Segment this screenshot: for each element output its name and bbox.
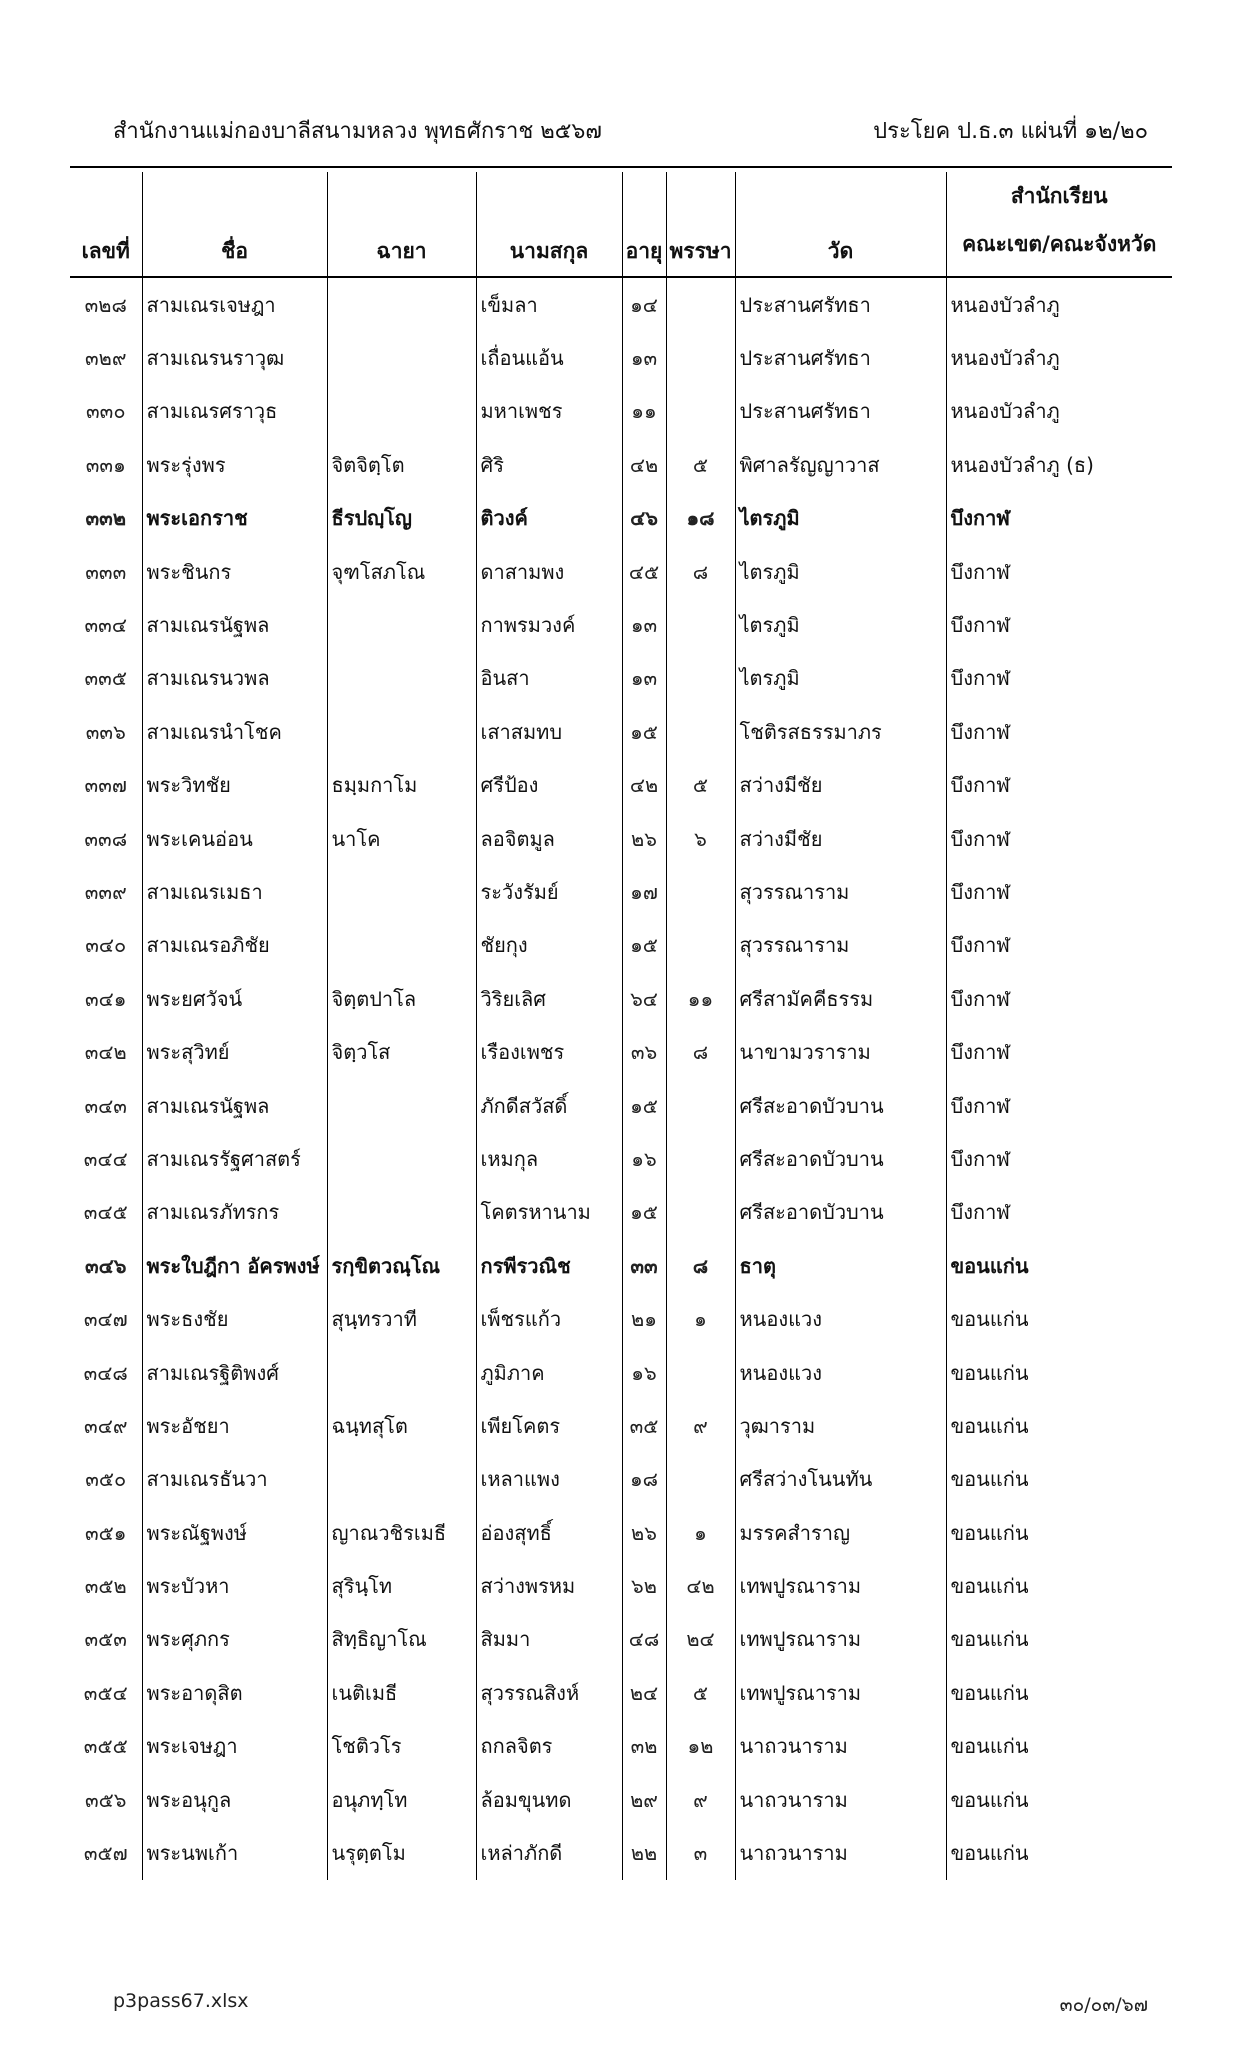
cell-vassa <box>666 919 735 972</box>
cell-no: ๓๓๘ <box>84 826 128 851</box>
cell-age: ๓๖ <box>622 1025 666 1078</box>
cell-wat: ศรีสะอาดบัวบาน <box>735 1132 946 1185</box>
cell-school: บึงกาฬ <box>946 1025 1172 1078</box>
cell-chaya: รกฺขิตวณฺโณ <box>327 1239 476 1292</box>
table-row <box>70 1186 1172 1239</box>
table-row <box>70 385 1172 438</box>
cell-age: ๒๙ <box>622 1773 666 1826</box>
cell-age: ๑๕ <box>622 919 666 972</box>
cell-wat: สุวรรณาราม <box>735 919 946 972</box>
cell-name: สามเณรนัฐพล <box>142 598 327 651</box>
table-row <box>70 331 1172 384</box>
cell-no: ๓๓๑ <box>85 452 126 477</box>
cell-surname: สว่างพรหม <box>476 1559 622 1612</box>
cell-vassa <box>666 277 735 331</box>
cell-wat: ไตรภูมิ <box>735 652 946 705</box>
cell-no: ๓๓๓ <box>85 559 127 584</box>
cell-school: บึงกาฬ <box>946 652 1172 705</box>
cell-no: ๓๓๖ <box>85 719 126 744</box>
cell-name: สามเณรฐิติพงศ์ <box>142 1346 327 1399</box>
cell-vassa: ๖ <box>666 812 735 865</box>
cell-vassa: ๓ <box>666 1826 735 1879</box>
cell-vassa <box>666 1346 735 1399</box>
col-header-school <box>946 172 1172 277</box>
cell-vassa: ๔๒ <box>666 1559 735 1612</box>
cell-school: บึงกาฬ <box>946 865 1172 918</box>
cell-wat: ไตรภูมิ <box>735 492 946 545</box>
cell-age: ๑๓ <box>622 331 666 384</box>
col-header-no: เลขที่ <box>70 172 142 277</box>
table-row <box>70 865 1172 918</box>
cell-vassa <box>666 1079 735 1132</box>
cell-school: ขอนแก่น <box>946 1239 1172 1292</box>
cell-school: บึงกาฬ <box>946 545 1172 598</box>
cell-chaya: จิตฺตปาโล <box>327 972 476 1025</box>
cell-name: พระธงชัย <box>142 1292 327 1345</box>
table-row <box>70 652 1172 705</box>
cell-school: หนองบัวลำภู <box>946 277 1172 331</box>
cell-surname: โคตรหานาม <box>476 1186 622 1239</box>
cell-surname: เหลาแพง <box>476 1453 622 1506</box>
cell-no: ๓๓๙ <box>84 879 127 904</box>
table-row <box>70 598 1172 651</box>
table-row <box>70 1025 1172 1078</box>
cell-no: ๓๔๘ <box>83 1360 128 1385</box>
cell-name: สามเณรนัฐพล <box>142 1079 327 1132</box>
cell-chaya: นรุตฺตโม <box>327 1826 476 1879</box>
cell-wat: หนองแวง <box>735 1292 946 1345</box>
cell-chaya <box>327 598 476 651</box>
cell-name: พระเคนอ่อน <box>142 812 327 865</box>
cell-chaya <box>327 919 476 972</box>
table-body <box>70 277 1172 1880</box>
cell-no: ๓๔๗ <box>83 1307 128 1332</box>
cell-age: ๑๖ <box>622 1132 666 1185</box>
cell-no: ๓๓๐ <box>85 399 126 424</box>
cell-wat: นาถวนาราม <box>735 1720 946 1773</box>
cell-school: บึงกาฬ <box>946 1186 1172 1239</box>
cell-school: ขอนแก่น <box>946 1666 1172 1719</box>
cell-chaya <box>327 1186 476 1239</box>
cell-age: ๑๑ <box>622 385 666 438</box>
cell-wat: เทพปูรณาราม <box>735 1613 946 1666</box>
cell-wat: หนองแวง <box>735 1346 946 1399</box>
cell-school: บึงกาฬ <box>946 1132 1172 1185</box>
cell-name: สามเณรนำโชค <box>142 705 327 758</box>
cell-name: พระรุ่งพร <box>142 438 327 491</box>
cell-surname: ศรีป้อง <box>476 759 622 812</box>
cell-age: ๑๓ <box>622 598 666 651</box>
cell-wat: ไตรภูมิ <box>735 598 946 651</box>
cell-surname: กาพรมวงค์ <box>476 598 622 651</box>
cell-age: ๑๕ <box>622 1079 666 1132</box>
cell-chaya <box>327 385 476 438</box>
cell-chaya: ญาณวชิรเมธี <box>327 1506 476 1559</box>
table-row <box>70 919 1172 972</box>
cell-no: ๓๓๒ <box>85 506 127 531</box>
cell-name: พระสุวิทย์ <box>142 1025 327 1078</box>
cell-surname: ชัยกุง <box>476 919 622 972</box>
cell-surname: วิริยเลิศ <box>476 972 622 1025</box>
cell-vassa: ๕ <box>666 1666 735 1719</box>
results-table <box>70 172 1172 1880</box>
page-header-office: สำนักงานแม่กองบาลีสนามหลวง พุทธศักราช ๒๕๖๗ <box>113 119 602 144</box>
cell-chaya: จุฑโสภโณ <box>327 545 476 598</box>
cell-vassa <box>666 652 735 705</box>
col-header-chaya: ฉายา <box>327 172 476 277</box>
cell-chaya: จิตฺวโส <box>327 1025 476 1078</box>
table-row <box>70 1453 1172 1506</box>
cell-age: ๑๔ <box>622 277 666 331</box>
cell-no: ๓๕๑ <box>84 1520 127 1545</box>
cell-wat: เทพปูรณาราม <box>735 1666 946 1719</box>
table-row <box>70 1613 1172 1666</box>
cell-school: บึงกาฬ <box>946 598 1172 651</box>
cell-school: ขอนแก่น <box>946 1773 1172 1826</box>
cell-age: ๔๒ <box>622 759 666 812</box>
cell-no: ๓๕๐ <box>85 1467 127 1492</box>
table-row <box>70 972 1172 1025</box>
cell-vassa: ๕ <box>666 438 735 491</box>
cell-vassa: ๒๔ <box>666 1613 735 1666</box>
cell-name: พระชินกร <box>142 545 327 598</box>
cell-wat: ประสานศรัทธา <box>735 331 946 384</box>
cell-wat: นาขามวราราม <box>735 1025 946 1078</box>
table-row <box>70 545 1172 598</box>
cell-chaya: ฉนฺทสุโต <box>327 1399 476 1452</box>
cell-age: ๓๓ <box>622 1239 666 1292</box>
cell-chaya: สุนฺทรวาที <box>327 1292 476 1345</box>
cell-age: ๒๖ <box>622 1506 666 1559</box>
cell-surname: มหาเพชร <box>476 385 622 438</box>
cell-no: ๓๔๒ <box>84 1040 127 1065</box>
cell-wat: ศรีสามัคคีธรรม <box>735 972 946 1025</box>
cell-age: ๒๒ <box>622 1826 666 1879</box>
cell-vassa: ๑ <box>666 1292 735 1345</box>
cell-age: ๖๒ <box>622 1559 666 1612</box>
cell-vassa <box>666 385 735 438</box>
cell-vassa <box>666 331 735 384</box>
cell-school: ขอนแก่น <box>946 1559 1172 1612</box>
table-row <box>70 1346 1172 1399</box>
cell-age: ๑๗ <box>622 865 666 918</box>
cell-wat: สุวรรณาราม <box>735 865 946 918</box>
col-header-vassa: พรรษา <box>666 172 735 277</box>
cell-age: ๓๒ <box>622 1720 666 1773</box>
cell-name: สามเณรรัฐศาสตร์ <box>142 1132 327 1185</box>
cell-surname: ดาสามพง <box>476 545 622 598</box>
cell-no: ๓๔๔ <box>83 1146 128 1171</box>
cell-school: ขอนแก่น <box>946 1453 1172 1506</box>
cell-age: ๑๓ <box>622 652 666 705</box>
cell-wat: นาถวนาราม <box>735 1826 946 1879</box>
table-row <box>70 812 1172 865</box>
cell-name: พระศุภกร <box>142 1613 327 1666</box>
cell-surname: สุวรรณสิงห์ <box>476 1666 622 1719</box>
cell-vassa <box>666 1132 735 1185</box>
cell-surname: อ่องสุทธิ์ <box>476 1506 622 1559</box>
cell-chaya <box>327 331 476 384</box>
cell-chaya <box>327 1453 476 1506</box>
cell-no: ๓๕๒ <box>84 1574 127 1599</box>
cell-age: ๑๘ <box>622 1453 666 1506</box>
table-row <box>70 1826 1172 1879</box>
cell-surname: สิมมา <box>476 1613 622 1666</box>
col-header-wat: วัด <box>735 172 946 277</box>
cell-no: ๓๕๕ <box>83 1734 128 1759</box>
cell-surname: เสาสมทบ <box>476 705 622 758</box>
cell-vassa <box>666 598 735 651</box>
cell-chaya: นาโค <box>327 812 476 865</box>
cell-name: สามเณรอภิชัย <box>142 919 327 972</box>
table-row <box>70 1506 1172 1559</box>
table-row <box>70 1132 1172 1185</box>
cell-school: หนองบัวลำภู <box>946 331 1172 384</box>
cell-school: บึงกาฬ <box>946 919 1172 972</box>
cell-school: ขอนแก่น <box>946 1613 1172 1666</box>
cell-school: บึงกาฬ <box>946 812 1172 865</box>
table-row <box>70 1239 1172 1292</box>
cell-chaya <box>327 1132 476 1185</box>
cell-no: ๓๔๕ <box>83 1200 128 1225</box>
table-row <box>70 1292 1172 1345</box>
cell-vassa <box>666 705 735 758</box>
cell-name: พระนพเก้า <box>142 1826 327 1879</box>
cell-name: สามเณรเจษฎา <box>142 277 327 331</box>
cell-name: พระอัชยา <box>142 1399 327 1452</box>
footer-date: ๓๐/๐๓/๖๗ <box>1059 1994 1148 2016</box>
cell-age: ๒๑ <box>622 1292 666 1345</box>
cell-chaya: อนุภทฺโท <box>327 1773 476 1826</box>
table-header-row <box>70 172 1172 277</box>
cell-surname: ถกลจิตร <box>476 1720 622 1773</box>
cell-surname: เข็มลา <box>476 277 622 331</box>
cell-chaya: เนติเมธี <box>327 1666 476 1719</box>
top-double-rule <box>70 166 1172 168</box>
cell-school: บึงกาฬ <box>946 492 1172 545</box>
cell-name: สามเณรศราวุธ <box>142 385 327 438</box>
cell-no: ๓๔๙ <box>84 1413 128 1438</box>
cell-name: สามเณรธันวา <box>142 1453 327 1506</box>
cell-chaya: โชติวโร <box>327 1720 476 1773</box>
cell-age: ๑๕ <box>622 1186 666 1239</box>
cell-school: ขอนแก่น <box>946 1506 1172 1559</box>
cell-surname: ลอจิตมูล <box>476 812 622 865</box>
cell-school: บึงกาฬ <box>946 759 1172 812</box>
cell-chaya <box>327 865 476 918</box>
cell-vassa: ๙ <box>666 1399 735 1452</box>
table-row <box>70 759 1172 812</box>
cell-wat: ธาตุ <box>735 1239 946 1292</box>
cell-wat: วุฒาราม <box>735 1399 946 1452</box>
cell-no: ๓๒๘ <box>84 292 127 317</box>
cell-school: ขอนแก่น <box>946 1399 1172 1452</box>
cell-no: ๓๔๖ <box>84 1253 127 1278</box>
cell-vassa: ๑ <box>666 1506 735 1559</box>
cell-name: สามเณรภัทรกร <box>142 1186 327 1239</box>
cell-surname: กรพีรวณิช <box>476 1239 622 1292</box>
cell-surname: อินสา <box>476 652 622 705</box>
cell-no: ๓๕๗ <box>83 1841 128 1866</box>
cell-school: ขอนแก่น <box>946 1720 1172 1773</box>
cell-name: พระเจษฎา <box>142 1720 327 1773</box>
cell-surname: ล้อมขุนทด <box>476 1773 622 1826</box>
cell-name: พระเอกราช <box>142 492 327 545</box>
table-row <box>70 1720 1172 1773</box>
col-header-school-top: สำนักเรียน <box>1010 184 1108 208</box>
cell-vassa <box>666 1186 735 1239</box>
cell-chaya: ธีรปญฺโญ <box>327 492 476 545</box>
cell-age: ๔๘ <box>622 1613 666 1666</box>
cell-vassa: ๘ <box>666 545 735 598</box>
cell-wat: มรรคสำราญ <box>735 1506 946 1559</box>
col-header-name: ชื่อ <box>142 172 327 277</box>
cell-name: พระอนุกูล <box>142 1773 327 1826</box>
cell-chaya <box>327 705 476 758</box>
table-row <box>70 705 1172 758</box>
cell-wat: สว่างมีชัย <box>735 759 946 812</box>
cell-vassa <box>666 1453 735 1506</box>
cell-school: บึงกาฬ <box>946 1079 1172 1132</box>
table-row <box>70 1773 1172 1826</box>
cell-no: ๓๓๔ <box>84 613 127 638</box>
cell-age: ๔๒ <box>622 438 666 491</box>
cell-vassa: ๙ <box>666 1773 735 1826</box>
cell-name: สามเณรนราวุฒ <box>142 331 327 384</box>
cell-chaya <box>327 277 476 331</box>
cell-name: พระอาดุสิต <box>142 1666 327 1719</box>
cell-surname: ติวงค์ <box>476 492 622 545</box>
cell-surname: เถื่อนแอ้น <box>476 331 622 384</box>
cell-wat: ศรีสะอาดบัวบาน <box>735 1186 946 1239</box>
cell-surname: เรืองเพชร <box>476 1025 622 1078</box>
table-row <box>70 1079 1172 1132</box>
footer-filename: p3pass67.xlsx <box>113 1990 249 2012</box>
cell-chaya: ธมฺมกาโม <box>327 759 476 812</box>
cell-wat: โชติรสธรรมาภร <box>735 705 946 758</box>
cell-school: หนองบัวลำภู (ธ) <box>946 438 1172 491</box>
cell-chaya <box>327 1346 476 1399</box>
cell-no: ๓๕๖ <box>84 1787 127 1812</box>
cell-surname: ภักดีสวัสดิ์ <box>476 1079 622 1132</box>
table-row <box>70 492 1172 545</box>
cell-surname: เหมกุล <box>476 1132 622 1185</box>
cell-surname: เพ็ชรแก้ว <box>476 1292 622 1345</box>
cell-chaya: จิตจิตฺโต <box>327 438 476 491</box>
cell-vassa: ๑๘ <box>666 492 735 545</box>
cell-surname: ศิริ <box>476 438 622 491</box>
cell-no: ๓๓๗ <box>84 773 127 798</box>
cell-no: ๓๕๓ <box>84 1627 127 1652</box>
cell-name: พระณัฐพงษ์ <box>142 1506 327 1559</box>
cell-name: พระบัวหา <box>142 1559 327 1612</box>
cell-age: ๔๕ <box>622 545 666 598</box>
cell-no: ๓๔๑ <box>84 986 127 1011</box>
page-header-sheet: ประโยค ป.ธ.๓ แผ่นที่ ๑๒/๒๐ <box>873 119 1148 144</box>
cell-age: ๓๕ <box>622 1399 666 1452</box>
cell-vassa: ๘ <box>666 1025 735 1078</box>
cell-school: บึงกาฬ <box>946 705 1172 758</box>
cell-vassa: ๑๑ <box>666 972 735 1025</box>
cell-age: ๑๖ <box>622 1346 666 1399</box>
table-row <box>70 1559 1172 1612</box>
cell-no: ๓๒๙ <box>84 346 127 371</box>
cell-no: ๓๔๓ <box>84 1093 127 1118</box>
cell-surname: ระวังรัมย์ <box>476 865 622 918</box>
cell-vassa: ๘ <box>666 1239 735 1292</box>
cell-no: ๓๓๕ <box>84 666 127 691</box>
cell-school: หนองบัวลำภู <box>946 385 1172 438</box>
cell-chaya: สิทฺธิญาโณ <box>327 1613 476 1666</box>
cell-surname: เหล่าภักดี <box>476 1826 622 1879</box>
cell-name: พระใบฎีกา อัครพงษ์ <box>142 1239 327 1292</box>
col-header-school-bottom: คณะเขต/คณะจังหวัด <box>962 232 1157 256</box>
cell-wat: ประสานศรัทธา <box>735 277 946 331</box>
cell-school: ขอนแก่น <box>946 1826 1172 1879</box>
cell-age: ๔๖ <box>622 492 666 545</box>
cell-wat: ศรีสว่างโนนทัน <box>735 1453 946 1506</box>
cell-no: ๓๕๔ <box>83 1680 128 1705</box>
cell-wat: ไตรภูมิ <box>735 545 946 598</box>
cell-name: พระยศวัจน์ <box>142 972 327 1025</box>
table-row <box>70 1399 1172 1452</box>
table-row <box>70 1666 1172 1719</box>
cell-age: ๑๕ <box>622 705 666 758</box>
cell-chaya: สุรินฺโท <box>327 1559 476 1612</box>
table-row <box>70 277 1172 331</box>
cell-school: ขอนแก่น <box>946 1346 1172 1399</box>
cell-wat: ประสานศรัทธา <box>735 385 946 438</box>
cell-surname: เพียโคตร <box>476 1399 622 1452</box>
cell-age: ๒๖ <box>622 812 666 865</box>
cell-vassa: ๑๒ <box>666 1720 735 1773</box>
cell-wat: สว่างมีชัย <box>735 812 946 865</box>
col-header-age: อายุ <box>622 172 666 277</box>
cell-vassa: ๕ <box>666 759 735 812</box>
cell-no: ๓๔๐ <box>85 933 127 958</box>
cell-age: ๖๔ <box>622 972 666 1025</box>
cell-wat: ศรีสะอาดบัวบาน <box>735 1079 946 1132</box>
cell-chaya <box>327 652 476 705</box>
cell-chaya <box>327 1079 476 1132</box>
cell-wat: นาถวนาราม <box>735 1773 946 1826</box>
cell-age: ๒๔ <box>622 1666 666 1719</box>
cell-surname: ภูมิภาค <box>476 1346 622 1399</box>
table-row <box>70 438 1172 491</box>
cell-wat: เทพปูรณาราม <box>735 1559 946 1612</box>
cell-name: สามเณรเมธา <box>142 865 327 918</box>
cell-name: สามเณรนวพล <box>142 652 327 705</box>
cell-name: พระวิทชัย <box>142 759 327 812</box>
cell-school: บึงกาฬ <box>946 972 1172 1025</box>
col-header-surname: นามสกุล <box>476 172 622 277</box>
cell-vassa <box>666 865 735 918</box>
cell-school: ขอนแก่น <box>946 1292 1172 1345</box>
cell-wat: พิศาลรัญญาวาส <box>735 438 946 491</box>
